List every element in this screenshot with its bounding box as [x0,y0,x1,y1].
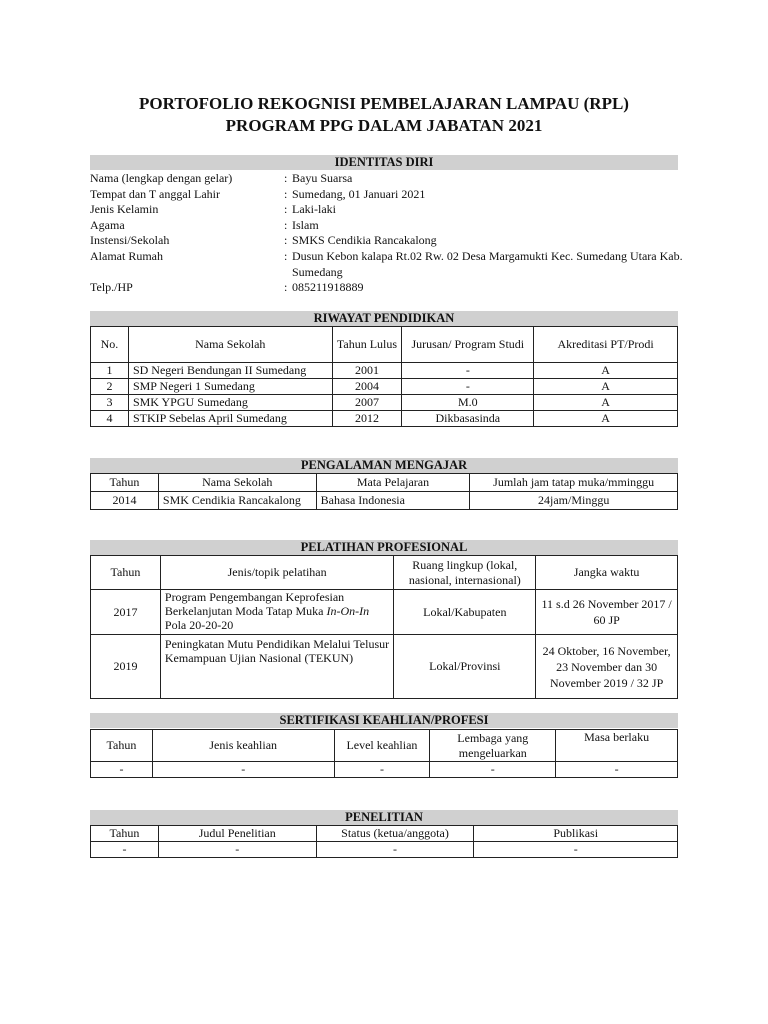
table-row [91,492,678,510]
document-title-line2: PROGRAM PPG DALAM JABATAN 2021 [225,116,543,135]
table-cell: Dikbasasinda [402,411,534,427]
table-cell: A [534,363,678,379]
table-cell: 24 Oktober, 16 November, 23 November dan 30 November 2019 / 32 JP [536,635,678,699]
table-cell: - [158,842,316,858]
colon: : [284,171,288,185]
table-cell: 24jam/Minggu [470,492,678,510]
table-cell: SMK YPGU Sumedang [128,395,332,411]
table-cell: 2014 [91,492,159,510]
table-cell: 2012 [332,411,402,427]
table-cell: Lokal/Provinsi [394,635,536,699]
table-cell: Lokal/Kabupaten [394,590,536,635]
table-cell: - [316,842,474,858]
column-header: Ruang lingkup (lokal, nasional, internasional) [394,556,536,590]
column-header: Tahun [91,556,161,590]
identitas-heading: IDENTITAS DIRI [90,155,678,170]
column-header: Jenis keahlian [152,730,334,762]
table-cell: A [534,379,678,395]
table-cell: M.0 [402,395,534,411]
column-header: Tahun [91,826,159,842]
identitas-value: Dusun Kebon kalapa Rt.02 Rw. 02 Desa Margamukti Kec. Sumedang Utara Kab. Sumedang [292,248,683,279]
identitas-row-telp [90,280,680,296]
topik-text: Peningkatan Mutu Pendidikan Melalui Telusur Kemampuan Ujian Nasional (TEKUN) [164,637,390,665]
identitas-label: Agama [90,217,125,232]
table-cell: SMP Negeri 1 Sumedang [128,379,332,395]
table-cell: SMK Cendikia Rancakalong [158,492,316,510]
identitas-value: 085211918889 [292,279,364,294]
table-cell: 2007 [332,395,402,411]
identitas-row-agama [90,218,680,234]
table-cell: 11 s.d 26 November 2017 / 60 JP [536,590,678,635]
table-cell: 4 [91,411,129,427]
table-cell: - [334,762,430,778]
identitas-value: SMKS Cendikia Rancakalong [292,233,437,248]
topik-text: Pola 20-20-20 [164,618,234,632]
column-header: Judul Penelitian [158,826,316,842]
column-header: Masa berlaku [556,730,678,762]
table-cell: 2004 [332,379,402,395]
colon: : [284,186,288,201]
table-row [91,635,678,699]
table-cell: - [402,363,534,379]
table-cell: A [534,411,678,427]
table-cell: - [91,762,153,778]
column-header: Akreditasi PT/Prodi [534,327,678,363]
mengajar-heading: PENGALAMAN MENGAJAR [90,458,678,473]
column-header: Mata Pelajaran [316,474,470,492]
table-row [91,395,678,411]
table-cell: 1 [91,363,129,379]
table-cell: - [430,762,556,778]
table-header-row [91,474,678,492]
column-header: Tahun Lulus [332,327,402,363]
identitas-row-jk [90,202,680,218]
identitas-value: Sumedang, 01 Januari 2021 [292,186,426,201]
colon: : [284,279,288,294]
table-cell: 2017 [91,590,161,635]
table-cell: STKIP Sebelas April Sumedang [128,411,332,427]
column-header: Jenis/topik pelatihan [160,556,394,590]
table-row [91,411,678,427]
colon: : [284,248,288,263]
identitas-label: Jenis Kelamin [90,202,159,217]
identitas-row-ttl [90,187,680,203]
table-cell: 2019 [91,635,161,699]
column-header: Level keahlian [334,730,430,762]
column-header: Jumlah jam tatap muka/mminggu [470,474,678,492]
table-cell: - [152,762,334,778]
table-cell: - [91,842,159,858]
table-cell: - [556,762,678,778]
document-title-line1: PORTOFOLIO REKOGNISI PEMBELAJARAN LAMPAU (RPL) [139,94,629,113]
table-cell: A [534,395,678,411]
colon: : [284,233,288,248]
pendidikan-table [90,326,678,427]
identitas-row-sekolah [90,233,680,249]
pelatihan-table [90,555,678,699]
topik-text: Program Pengembangan Keprofesian Berkelanjutan Moda Tatap Muka [164,590,345,618]
table-cell: - [474,842,678,858]
mengajar-table [90,473,678,510]
identitas-label: Telp./HP [90,279,133,294]
identitas-row-nama [90,171,680,187]
identitas-label: Alamat Rumah [90,248,163,263]
table-cell: 2001 [332,363,402,379]
colon: : [284,202,288,217]
column-header: Nama Sekolah [158,474,316,492]
penelitian-table [90,825,678,858]
identitas-label: Tempat dan T anggal Lahir [90,186,221,201]
identitas-value: Laki-laki [292,202,336,217]
topik-italic-text: In-On-In [326,604,370,618]
table-header-row [91,730,678,762]
table-cell: 2 [91,379,129,395]
identitas-label: Instensi/Sekolah [90,233,170,248]
identitas-value: Bayu Suarsa [292,171,353,185]
pendidikan-heading: RIWAYAT PENDIDIKAN [90,311,678,326]
pelatihan-heading: PELATIHAN PROFESIONAL [90,540,678,555]
column-header: Lembaga yang mengeluarkan [430,730,556,762]
column-header: No. [91,327,129,363]
table-cell: Bahasa Indonesia [316,492,470,510]
identitas-label: Nama (lengkap dengan gelar) [90,171,233,185]
table-cell [160,590,394,635]
table-row [91,379,678,395]
identitas-value: Islam [292,217,319,232]
sertifikasi-heading: SERTIFIKASI KEAHLIAN/PROFESI [90,713,678,728]
table-header-row [91,556,678,590]
column-header: Jurusan/ Program Studi [402,327,534,363]
column-header: Tahun [91,474,159,492]
column-header: Publikasi [474,826,678,842]
column-header: Jangka waktu [536,556,678,590]
colon: : [284,217,288,232]
identitas-row-alamat [90,248,683,280]
table-cell: SD Negeri Bendungan II Sumedang [128,363,332,379]
table-header-row [91,327,678,363]
column-header: Nama Sekolah [128,327,332,363]
column-header: Tahun [91,730,153,762]
table-cell: - [402,379,534,395]
table-row [91,590,678,635]
table-cell: 3 [91,395,129,411]
identitas-section [90,171,683,296]
table-row [91,363,678,379]
table-cell [160,635,394,699]
column-header: Status (ketua/anggota) [316,826,474,842]
table-row [91,762,678,778]
table-row [91,842,678,858]
penelitian-heading: PENELITIAN [90,810,678,825]
table-header-row [91,826,678,842]
sertifikasi-table [90,729,678,778]
